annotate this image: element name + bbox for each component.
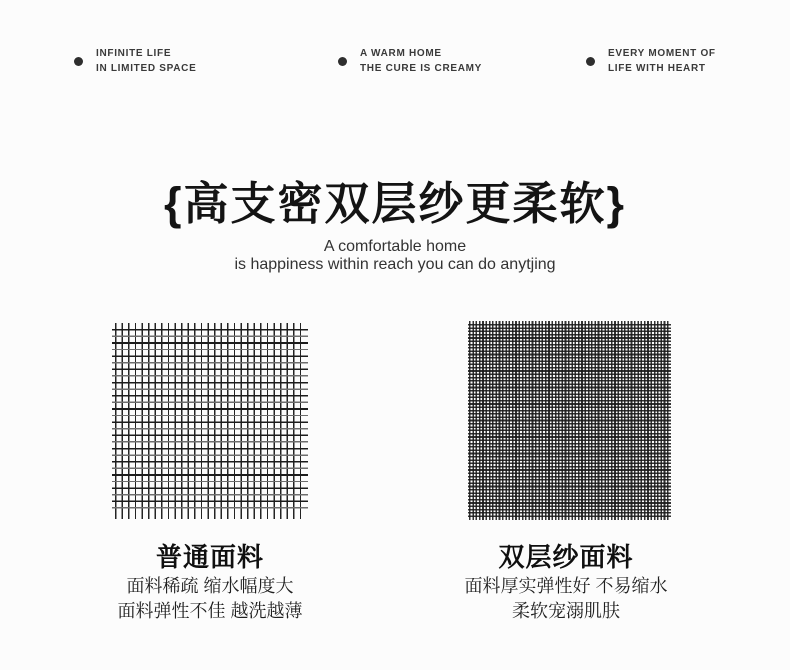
tagline-line-2: LIFE WITH HEART	[608, 63, 706, 74]
subtitle-line-1: A comfortable home	[323, 238, 467, 255]
fabric-swatch-dense	[468, 321, 671, 520]
fabric-swatch-sparse	[112, 323, 308, 519]
tagline-line-2: IN LIMITED SPACE	[96, 63, 197, 74]
tagline-line-1: EVERY MOMENT OF	[608, 48, 716, 59]
bullet-dot-icon	[74, 57, 83, 66]
fabric-desc-ordinary	[50, 574, 370, 624]
bullet-dot-icon	[338, 57, 347, 66]
tagline-line-1: INFINITE LIFE	[96, 48, 172, 59]
tagline-item-3	[586, 46, 716, 76]
tagline-line-1: A WARM HOME	[360, 48, 442, 59]
tagline-text	[608, 46, 716, 76]
fabric-desc-double-gauze	[406, 574, 726, 624]
bullet-dot-icon	[586, 57, 595, 66]
weft-threads-layer	[112, 329, 308, 513]
fabric-name-ordinary: 普通面料	[155, 542, 264, 572]
tagline-text	[360, 46, 482, 76]
page-title: {高支密双层纱更柔软}	[163, 178, 627, 229]
fabric-name-double-gauze: 双层纱面料	[498, 542, 634, 572]
tagline-line-2: THE CURE IS CREAMY	[360, 63, 483, 74]
fabric-desc-line-1: 面料稀疏 缩水幅度大	[126, 576, 294, 596]
subtitle-line-2: is happiness within reach you can do anytjing	[234, 256, 556, 273]
fabric-desc-line-2: 面料弹性不佳 越洗越薄	[117, 601, 303, 621]
weft-threads-layer	[468, 324, 671, 517]
fabric-desc-line-2: 柔软宠溺肌肤	[512, 601, 620, 621]
fabric-desc-line-1: 面料厚实弹性好 不易缩水	[464, 576, 668, 596]
tagline-item-1	[74, 46, 196, 76]
tagline-item-2	[338, 46, 482, 76]
tagline-text	[96, 46, 196, 76]
